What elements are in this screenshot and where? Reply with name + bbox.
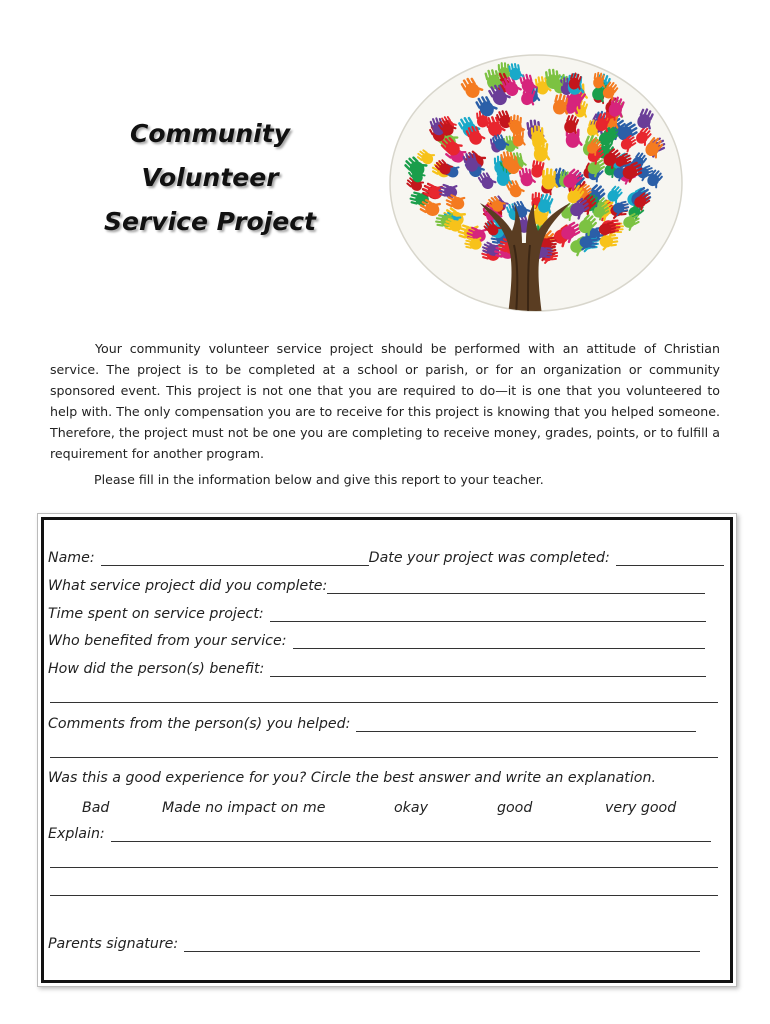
date-label: Date your project was completed: (368, 550, 610, 566)
explain-extra-line-1[interactable] (50, 867, 718, 868)
project-label: What service project did you complete: (48, 578, 328, 594)
how-label: How did the person(s) benefit: (48, 661, 265, 677)
hand-tree-image (388, 53, 684, 313)
comments-field[interactable] (356, 715, 696, 732)
time-row (48, 605, 720, 627)
experience-question (48, 770, 720, 792)
instruction-text: Please fill in the information below and give this report to your teacher. (94, 472, 544, 487)
name-label: Name: (48, 550, 95, 566)
option-no-impact[interactable]: Made no impact on me (162, 800, 326, 816)
experience-question-text: Was this a good experience for you? Circle the best answer and write an explanation. (48, 770, 656, 786)
title-line-2: Volunteer (141, 163, 279, 192)
explain-row (48, 825, 720, 847)
option-good[interactable]: good (497, 800, 533, 816)
intro-paragraph: Your community volunteer service project should be performed with an attitude of Christian service. The project is to be completed at a school or parish, or for an organization or community sponsored event. This project is not one that you are required to do—it is one that you volunteered to help with. The only compensation you are to receive for this project is knowing that you helped someone. Therefore, the project must not be one you are completing to receive money, grades, points, or to fulfill a requirement for another program. (50, 341, 720, 461)
benefited-row (48, 632, 720, 654)
option-very-good[interactable]: very good (605, 800, 677, 816)
date-field[interactable] (616, 549, 724, 566)
comments-field-extra-line[interactable] (50, 757, 718, 758)
explain-field[interactable] (111, 825, 711, 842)
option-bad[interactable]: Bad (82, 800, 110, 816)
how-field-extra-line[interactable] (50, 702, 718, 703)
signature-row (48, 935, 720, 957)
how-row (48, 660, 720, 682)
project-row (48, 577, 720, 599)
name-field[interactable] (101, 549, 369, 566)
time-field[interactable] (270, 605, 706, 622)
comments-label: Comments from the person(s) you helped: (48, 716, 351, 732)
time-label: Time spent on service project: (48, 606, 264, 622)
benefited-field[interactable] (293, 632, 705, 649)
intro-text (50, 338, 720, 464)
title-line-3: Service Project (104, 207, 316, 236)
explain-extra-line-2[interactable] (50, 895, 718, 896)
option-okay[interactable]: okay (394, 800, 428, 816)
explain-label: Explain: (48, 826, 105, 842)
how-field[interactable] (270, 660, 706, 677)
signature-field[interactable] (184, 935, 700, 952)
benefited-label: Who benefited from your service: (48, 633, 287, 649)
page-title (70, 112, 350, 244)
project-field[interactable] (327, 577, 705, 594)
title-line-1: Community (129, 119, 291, 148)
hand-tree-illustration (388, 53, 684, 313)
comments-row (48, 715, 720, 737)
name-date-row (48, 549, 720, 571)
signature-label: Parents signature: (48, 936, 179, 952)
